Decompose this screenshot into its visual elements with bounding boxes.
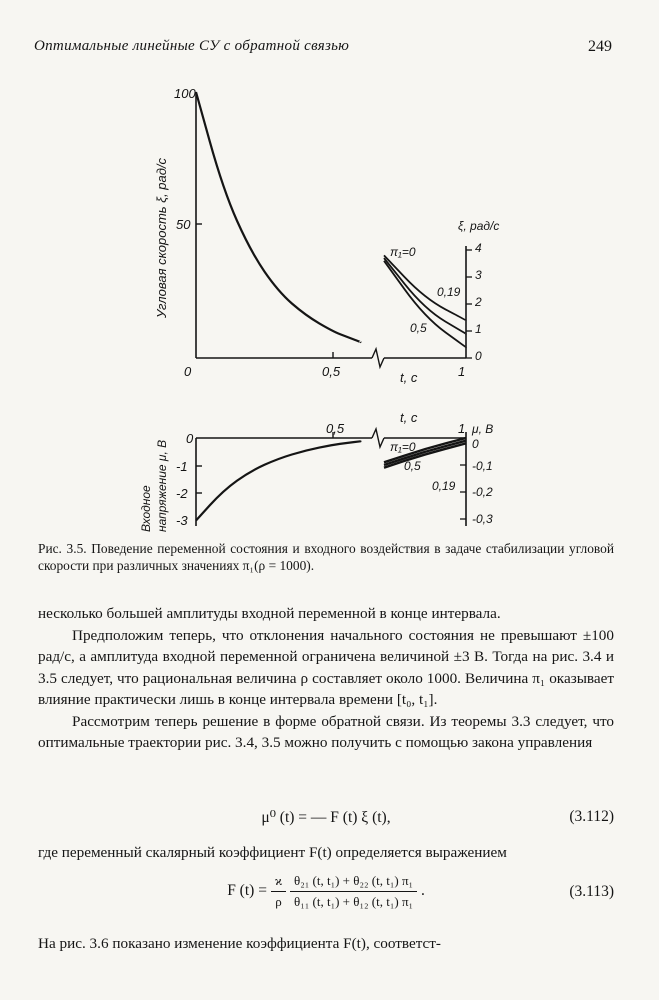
caption-label: Рис. 3.5.	[38, 541, 87, 556]
bottom-y-tick-m1-label: -1	[176, 459, 188, 474]
top-inset-tick-4: 4	[475, 241, 482, 255]
eq113-main-frac	[290, 873, 417, 910]
equation-3-112	[38, 808, 614, 832]
equation-3-113-formula	[38, 873, 614, 910]
eq113-tail: .	[420, 882, 425, 900]
bottom-main-curve	[196, 441, 360, 520]
eq113-kappa-frac	[271, 873, 286, 910]
bottom-y-axis-label-1: Входное	[139, 485, 153, 532]
bottom-x-tick-05-label: 0,5	[326, 421, 345, 436]
text-after-3-112	[38, 842, 614, 864]
top-inset-tick-2: 2	[475, 295, 482, 309]
page-number: 249	[588, 38, 612, 55]
caption-text: Поведение переменной состояния и входного воздействия в задаче стабилизации угловой скорости при различных значениях π₁(ρ = 1000).	[38, 541, 614, 573]
paragraph-5: На рис. 3.6 показано изменение коэффициента F(t), соответст-	[38, 935, 441, 952]
top-y-tick-100: 100	[174, 86, 196, 101]
top-main-curve	[196, 92, 360, 342]
eq113-denominator: θ₁₁ (t, t₁) + θ₁₂ (t, t₁) π₁	[293, 894, 414, 909]
top-y-tick-0: 0	[184, 364, 192, 379]
figure-3-5	[0, 70, 659, 540]
eq113-numerator: θ₂₁ (t, t₁) + θ₂₂ (t, t₁) π₁	[290, 873, 417, 892]
top-y-tick-50-label: 50	[176, 217, 191, 232]
bottom-inset-axis-label: μ, В	[472, 422, 494, 436]
eq113-kappa-den: ρ	[275, 894, 282, 909]
figure-svg	[0, 70, 659, 540]
equation-3-113-number: (3.113)	[569, 883, 614, 900]
top-y-axis-label: Угловая скорость ξ, рад/с	[154, 157, 169, 318]
bottom-y-tick-m3-label: -3	[176, 513, 188, 528]
eq113-lhs: F (t) =	[227, 882, 271, 900]
equation-3-113	[38, 873, 614, 933]
top-inset-tick-0: 0	[475, 349, 482, 363]
top-inset-ticks	[466, 250, 472, 358]
body-text	[38, 603, 614, 754]
paragraph-4: где переменный скалярный коэффициент F(t) определяется выражением	[38, 844, 507, 861]
curves	[196, 92, 466, 521]
equation-3-112-formula: μ⁰ (t) = — F (t) ξ (t),	[261, 809, 391, 826]
top-curve-label-019: 0,19	[437, 285, 461, 299]
bottom-axis-break	[372, 429, 384, 447]
top-x-tick-05-label: 0,5	[322, 364, 341, 379]
top-curve-label-05: 0,5	[410, 321, 427, 335]
top-inset-tick-3: 3	[475, 268, 482, 282]
running-header	[34, 38, 612, 60]
bottom-x-tick-1-label: 1	[458, 421, 466, 436]
top-inset-tick-1: 1	[475, 322, 482, 336]
bottom-inset-tick-m02: -0,2	[472, 485, 493, 499]
bottom-y-tick-m2-label: -2	[176, 486, 188, 501]
eq113-kappa-num: ϰ	[271, 873, 286, 892]
bottom-x-axis-label: t, с	[400, 410, 418, 425]
top-inset-axis-label: ξ, рад/с	[458, 219, 500, 233]
bottom-curve-label-05: 0,5	[404, 459, 421, 473]
bottom-inset-tick-m01: -0,1	[472, 459, 493, 473]
bottom-y-axis-label-2: напряжение μ, В	[155, 439, 169, 532]
paragraph-1: несколько большей амплитуды входной переменной в конце интервала.	[38, 605, 501, 622]
bottom-y-tick-0: 0	[186, 431, 194, 446]
bottom-inset-tick-m03: -0,3	[472, 512, 493, 526]
top-x-tick-1-label: 1	[458, 364, 466, 379]
top-x-axis-label: t, с	[400, 370, 418, 385]
bottom-curve-label-pi0: π₁=0	[390, 440, 416, 454]
last-line	[38, 933, 614, 955]
figure-caption	[38, 540, 614, 574]
bottom-inset-tick-0: 0	[472, 437, 479, 451]
equation-3-112-number: (3.112)	[569, 808, 614, 825]
top-axis-break	[372, 349, 384, 367]
top-curve-label-pi0: π₁=0	[390, 245, 416, 259]
paragraph-3: Рассмотрим теперь решение в форме обратной связи. Из теоремы 3.3 следует, что оптимальные траектории рис. 3.4, 3.5 можно получить с помощью закона управления	[38, 712, 614, 751]
bottom-inset-ticks	[460, 438, 466, 519]
bottom-curve-label-019: 0,19	[432, 479, 456, 493]
paragraph-2: Предположим теперь, что отклонения начального состояния не превышают ±100 рад/с, а амплитуда входной переменной ограничена величиной ±3 В. Тогда на рис. 3.4 и 3.5 следует, что рациональная величина ρ составляет около 1000. Величина π₁ оказывает влияние практически лишь в конце интервала времени [t₀, t₁].	[38, 626, 614, 708]
running-title: Оптимальные линейные СУ с обратной связью	[34, 38, 350, 54]
